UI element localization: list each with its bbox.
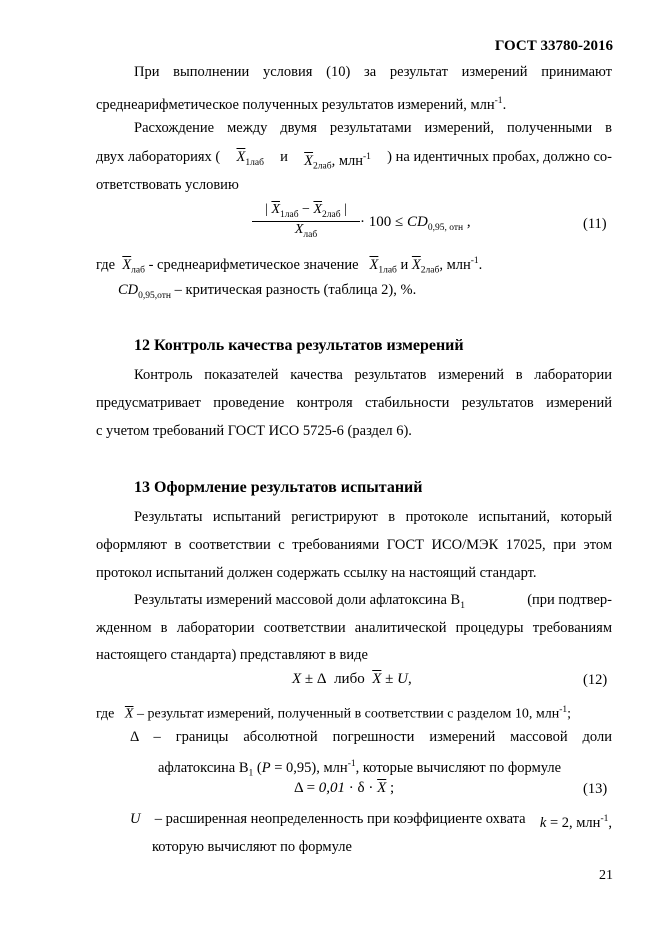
delta-definition: афлатоксина $В_1$ (P = 0,95), млн$^{-1}$, которые вычисляют по формуле (158, 759, 562, 779)
delta-definition: Δ – границы абсолютной погрешности измерений массовой доли (130, 729, 612, 745)
paragraph-line: настоящего стандарта) представляют в виде (96, 647, 368, 663)
section-13-title: 13 Оформление результатов испытаний (134, 479, 423, 496)
paragraph-line: двух лабораториях ( $\overline{X}_{1лаб}$ и $\overline{X}_{2лаб}$, млн$^{-1}$ ) на идентичных пробах, должно со- (96, 149, 612, 172)
where-line: где $\overline{X}_{лаб}$ - среднеарифметическое значение $\overline{X}_{1лаб}$ и $\overline{X}_{2лаб}$, млн$^{-1}$. (96, 256, 483, 276)
equation-12: X ± Δ либо $\overline{X} \pm U$, (292, 671, 412, 687)
page-number: 21 (599, 868, 613, 883)
u-definition: которую вычисляют по формуле (152, 839, 352, 855)
equation-number: (11) (583, 216, 607, 232)
equation-13: $\Delta = 0,01 \cdot \delta \cdot \overline{X}$ ; (294, 780, 395, 796)
paragraph-line: ответствовать условию (96, 177, 239, 193)
paragraph-line: При выполнении условия (10) за результат измерений принимают (134, 64, 612, 80)
paragraph-line: Контроль показателей качества результатов измерений в лаборатории (134, 367, 612, 383)
paragraph-line: Расхождение между двумя результатами измерений, полученными в (134, 120, 612, 136)
paragraph-line: предусматривает проведение контроля стабильности результатов измерений (96, 395, 612, 411)
equation-number: (12) (583, 672, 608, 688)
document-header: ГОСТ 33780-2016 (494, 38, 613, 54)
paragraph-line: протокол испытаний должен содержать ссылку на настоящий стандарт. (96, 565, 537, 581)
fraction: | $\overline{X}_{1лаб} - \overline{X}_{2лаб}$ | $\overline{X}_{лаб}$ (252, 202, 360, 240)
cd-definition: $CD_{0,95,отн}$ – критическая разность (таблица 2), %. (118, 282, 417, 301)
paragraph-line: жденном в лаборатории соответствии аналитической процедуры требованиям (96, 620, 612, 636)
where-line: где $\overline{X}$ – результат измерений, полученный в соответствии с разделом 10, млн$^{-1}$; (96, 705, 572, 722)
equation-rhs: · $100 \le CD_{0,95, отн}$ , (360, 214, 471, 233)
paragraph-line: Результаты измерений массовой доли афлатоксина $В_1$ (при подтвер- (134, 592, 612, 611)
paragraph-line: среднеарифметическое полученных результатов измерений, млн$^{-1}$. (96, 96, 507, 113)
paragraph-line: оформляют в соответствии с требованиями ГОСТ ИСО/МЭК 17025, при этом (96, 537, 612, 553)
equation-number: (13) (583, 781, 608, 797)
section-12-title: 12 Контроль качества результатов измерений (134, 337, 464, 354)
paragraph-line: Результаты испытаний регистрируют в протоколе испытаний, который (134, 509, 612, 525)
paragraph-line: с учетом требований ГОСТ ИСО 5725-6 (раздел 6). (96, 423, 412, 439)
u-definition: U – расширенная неопределенность при коэффициенте охвата k = 2, млн$^{-1}$, (130, 811, 612, 831)
